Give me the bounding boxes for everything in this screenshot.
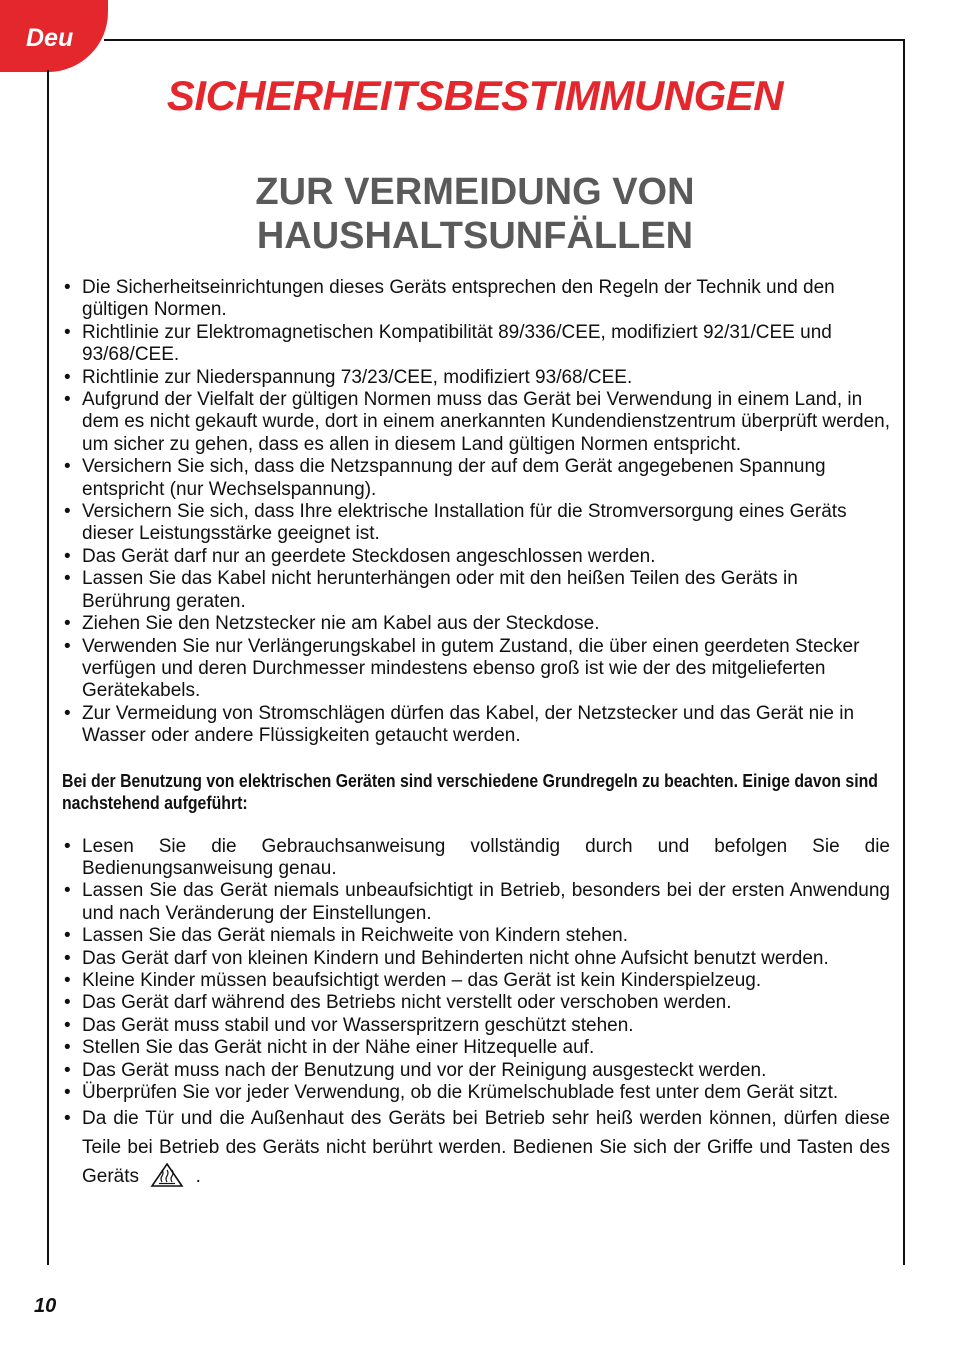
subtitle-line-2: HAUSHALTSUNFÄLLEN [256,215,694,257]
list-item: • Lassen Sie das Gerät niemals unbeaufsichtigt in Betrieb, besonders bei der ersten Anwendung und nach Veränderung der Einstellungen. [62,880,890,925]
safety-list-last [62,1104,890,1197]
list-item: • Das Gerät muss nach der Benutzung und vor der Reinigung ausgesteckt werden. [62,1060,890,1082]
frame-right-border [903,39,905,1265]
subtitle-line-1: ZUR VERMEIDUNG VON [255,171,695,213]
list-item-end: . [195,1166,201,1188]
usage-rules-notice: Bei der Benutzung von elektrischen Geräten sind verschiedene Grundregeln zu beachten. Einige davon sind nachstehend aufgeführt: [62,770,878,813]
list-item: • Lassen Sie das Gerät niemals in Reichweite von Kindern stehen. [62,925,890,947]
list-item: • Das Gerät darf nur an geerdete Steckdosen angeschlossen werden. [62,546,890,568]
page-title: SICHERHEITSBESTIMMUNGEN [166,72,784,119]
safety-list-general [62,277,890,748]
list-item: • Das Gerät darf während des Betriebs nicht verstellt oder verschoben werden. [62,992,890,1014]
safety-list-usage [62,836,890,1105]
list-item: • Das Gerät muss stabil und vor Wasserspritzern geschützt stehen. [62,1015,890,1037]
language-tab: Deu [0,0,108,72]
list-item: • Lesen Sie die Gebrauchsanweisung vollständig durch und befolgen Sie die Bedienungsanweisung genau. [62,836,890,881]
list-item: • Die Sicherheitseinrichtungen dieses Geräts entsprechen den Regeln der Technik und den gültigen Normen. [62,277,890,322]
list-item: • Versichern Sie sich, dass Ihre elektrische Installation für die Stromversorgung eines Geräts dieser Leistungsstärke geeignet ist. [62,501,890,546]
list-item-text: Da die Tür und die Außenhaut des Geräts bei Betrieb sehr heiß werden können, dürfen diese Teile bei Betrieb des Geräts nicht berührt werden. Bedienen Sie sich der Griffe und Tasten des Geräts [82,1108,890,1188]
list-item: • Überprüfen Sie vor jeder Verwendung, ob die Krümelschublade fest unter dem Gerät sitzt. [62,1082,890,1104]
page-subtitle [49,170,901,258]
list-item [62,1104,890,1197]
frame-top-border [104,39,904,41]
list-item: • Ziehen Sie den Netzstecker nie am Kabel aus der Steckdose. [62,613,890,635]
list-item: • Aufgrund der Vielfalt der gültigen Normen muss das Gerät bei Verwendung in einem Land, in dem es nicht gekauft wurde, dort in einem anerkannten Kundendienstzentrum überprüft werden, um sicher zu gehen, dass es allen in diesem Land gültigen Normen entspricht. [62,389,890,456]
list-item: • Verwenden Sie nur Verlängerungskabel in gutem Zustand, die über einen geerdeten Stecker verfügen und deren Durchmesser mindestens ebenso groß ist wie der des mitgelieferten Gerätekabels. [62,636,890,703]
list-item: • Kleine Kinder müssen beaufsichtigt werden – das Gerät ist kein Kinderspielzeug. [62,970,890,992]
safety-content [62,277,890,1197]
list-item: • Lassen Sie das Kabel nicht herunterhängen oder mit den heißen Teilen des Geräts in Berührung geraten. [62,568,890,613]
page-number: 10 [34,1295,57,1317]
hot-surface-warning-icon [150,1162,184,1197]
list-item: • Versichern Sie sich, dass die Netzspannung der auf dem Gerät angegebenen Spannung entspricht (nur Wechselspannung). [62,456,890,501]
list-item: • Richtlinie zur Niederspannung 73/23/CEE, modifiziert 93/68/CEE. [62,367,890,389]
list-item: • Richtlinie zur Elektromagnetischen Kompatibilität 89/336/CEE, modifiziert 92/31/CEE und 93/68/CEE. [62,322,890,367]
list-item: • Das Gerät darf von kleinen Kindern und Behinderten nicht ohne Aufsicht benutzt werden. [62,948,890,970]
list-item: • Zur Vermeidung von Stromschlägen dürfen das Kabel, der Netzstecker und das Gerät nie in Wasser oder andere Flüssigkeiten getaucht werden. [62,703,890,748]
list-item: • Stellen Sie das Gerät nicht in der Nähe einer Hitzequelle auf. [62,1037,890,1059]
